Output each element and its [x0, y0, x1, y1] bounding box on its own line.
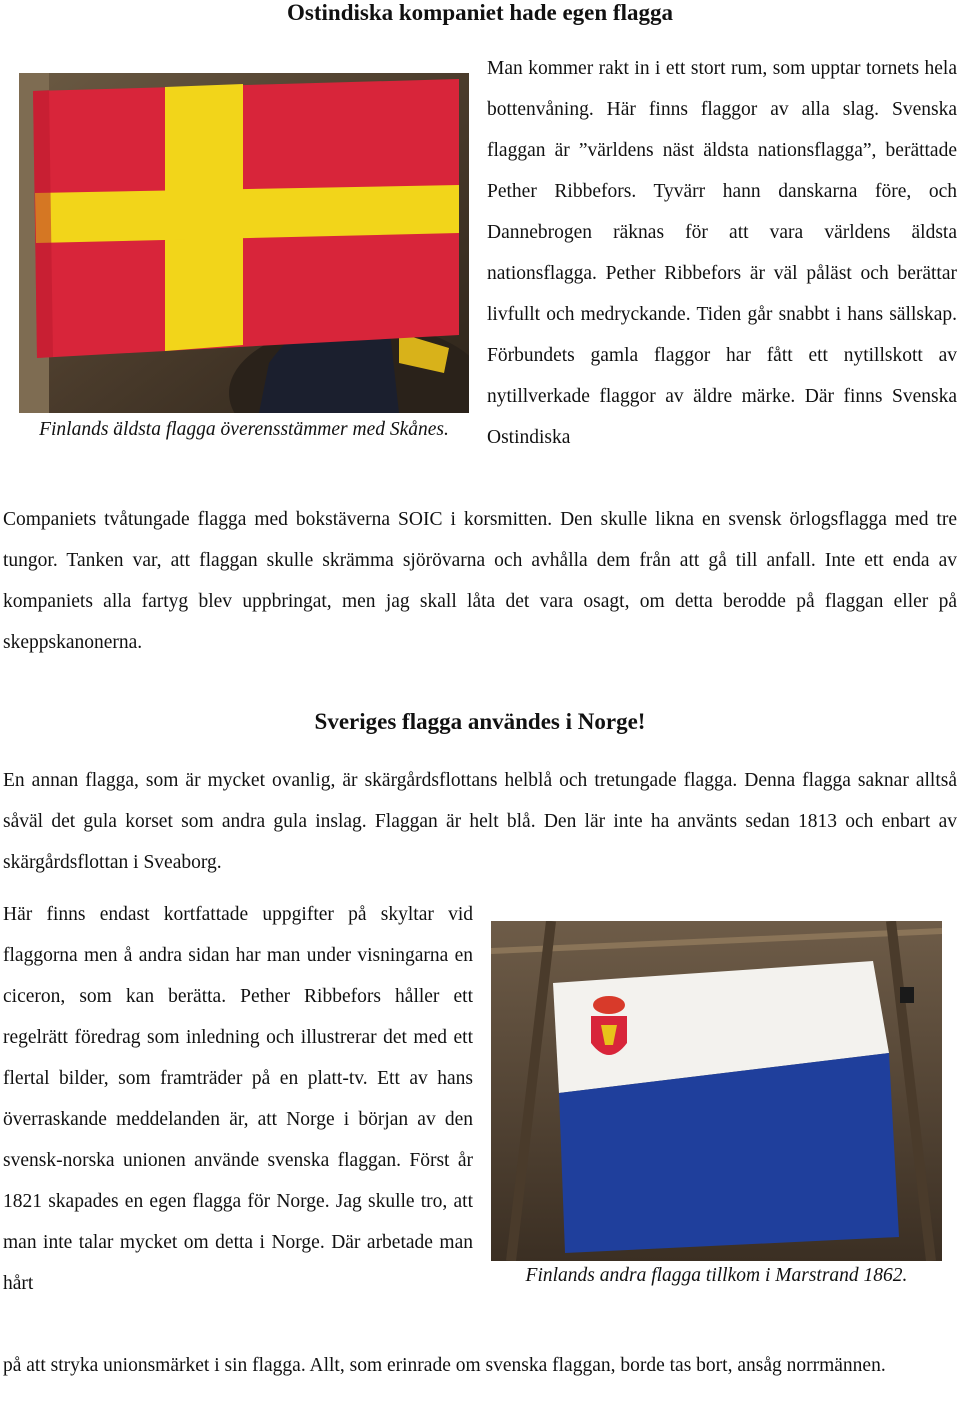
paragraph-norway-full: på att stryka unionsmärket i sin flagga. Allt, som erinrade om svenska flaggan, borde tas bort, ansåg norrmännen.: [3, 1355, 886, 1376]
page-title: Ostindiska kompaniet hade egen flagga: [287, 0, 673, 25]
section-title: Sveriges flagga användes i Norge!: [314, 709, 646, 734]
paragraph-intro-full: Companiets tvåtungade flagga med bokstäverna SOIC i korsmitten. Den skulle likna en svensk örlogsflagga med tre tungor. Tanken var, att flaggan skulle skrämma sjörövarna och avhålla dem från att gå till anfall. Inte ett enda av kompaniets alla fartyg blev uppbringat, men jag skall låta det vara osagt, om detta berodde på flaggan eller på skeppskanonerna.: [3, 509, 957, 653]
photo-red-yellow-flag: [19, 73, 469, 413]
coat-of-arms-icon: [591, 996, 627, 1055]
photo-white-blue-flag: [491, 921, 942, 1261]
caption-second-flag: Finlands andra flagga tillkom i Marstrand 1862.: [525, 1265, 908, 1286]
paragraph-archipelago-flag: En annan flagga, som är mycket ovanlig, är skärgårdsflottans helblå och tretungade flagga. Denna flagga saknar alltså såväl det gula korset som andra gula inslag. Flaggan är helt blå. Den lär inte ha använts sedan 1813 och enbart av skärgårdsflottan i Sveaborg.: [3, 770, 957, 873]
paragraph-guide-left: Här finns endast kortfattade uppgifter på skyltar vid flaggorna men å andra sidan har man under visningarna en ciceron, som kan berätta. Pether Ribbefors håller ett regelrätt föredrag som inledning och illustrerar det med ett flertal bilder, som framträder på en platt-tv. Ett av hans överraskande meddelanden är, att Norge i början av den svensk-norska unionen använde svenska flaggan. Först år 1821 skapades en egen flagga för Norge. Jag skulle tro, att man inte talar mycket om detta i Norge. Där arbetade man hårt: [3, 904, 473, 1294]
paragraph-intro-right: Man kommer rakt in i ett stort rum, som upptar tornets hela bottenvåning. Här finns flaggor av alla slag. Svenska flaggan är ”världens näst äldsta nationsflagga”, berättade Pether Ribbefors. Tyvärr hann danskarna före, och Dannebrogen räknas för att vara världens äldsta nationsflagga. Pether Ribbefors är väl påläst och berättar livfullt och medryckande. Tiden går snabbt i hans sällskap. Förbundets gamla flaggor har fått ett nytillskott av nytillverkade flaggor av äldre märke. Där finns Svenska Ostindiska: [487, 58, 957, 448]
caption-oldest-flag: Finlands äldsta flagga överensstämmer med Skånes.: [39, 419, 449, 440]
